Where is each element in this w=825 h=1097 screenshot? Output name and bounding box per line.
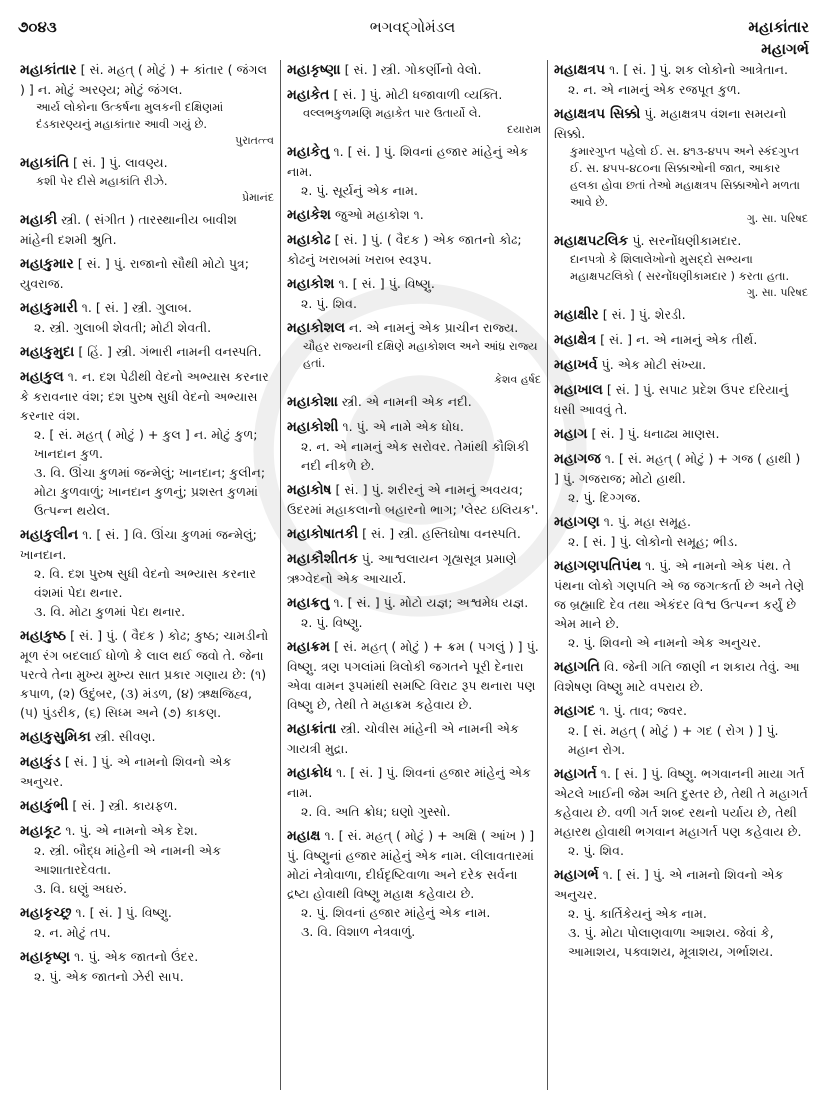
headword: મહાગણ [554, 514, 600, 530]
definition-sense: ૨. [ સં. ] પું. લોકોનો સમૂહ; ભીડ. [568, 534, 738, 549]
dictionary-entry [287, 763, 541, 821]
headword: મહાક્ષેત્ર [554, 332, 597, 348]
headword: મહાકુલીન [20, 527, 79, 543]
headword: મહાક્રમ [287, 639, 331, 655]
dictionary-entry [554, 355, 808, 375]
headword: મહાકુમારી [20, 300, 78, 316]
dictionary-entry [20, 727, 274, 747]
headword: મહાગણપતિપંથ [554, 558, 642, 574]
definition-sense: ૧. ન. દશ પેઢીથી વેદનો અભ્યાસ કરનાર કે કરાવનાર વંશ; દશ પુરુષ સુધી વેદનો અભ્યાસ કરનાર વંશ. [20, 369, 269, 423]
dictionary-columns [14, 60, 814, 1090]
definition-sense: ૨. સ્ત્રી. બૌદ્ધ માંહેની એ નામની એક આશાતારદેવતા. [34, 843, 222, 877]
definition-sense: [ સં. ] સ્ત્રી. કાયફળ. [72, 798, 178, 813]
definition-sense: પું. આશ્વલાયન ગૃહ્યસૂત્ર પ્રમાણે ઋગ્વેદનો એક આચાર્ય. [287, 551, 517, 586]
headword: મહાકૂટ [20, 823, 62, 839]
dictionary-entry [20, 153, 274, 205]
dictionary-entry [20, 254, 274, 293]
definition-sense: ૨. પું. શિવનો એ નામનો એક અનુચર. [568, 635, 762, 650]
headword: મહાક્રાંતા [287, 721, 337, 737]
book-title: ભગવદ્ગોમંડલ [369, 18, 456, 36]
dictionary-entry [554, 701, 808, 759]
dictionary-entry [554, 231, 808, 300]
quote-source: ગુ. સા. પરિષદ [746, 212, 808, 225]
definition-sense: ૩. વિ. મોટા કુળમાં પેદા થનાર. [34, 604, 186, 619]
dictionary-entry [554, 556, 808, 652]
definition-sense: ૨. [ સં. મહત્ ( મોટું ) + કુલ ] ન. મોટું કુળ; ખાનદાન કુળ. [34, 427, 258, 461]
headword: મહાકોષાતકી [287, 526, 359, 542]
quote-source: પુરાતત્ત્વ [235, 134, 274, 147]
definition-sense: ૩. વિ. ઘણું અઘરું. [34, 881, 128, 896]
definition-sense: ન. એ નામનું એક પ્રાચીન રાજ્ય. [349, 320, 519, 335]
headword: મહાકોશલ [287, 320, 346, 336]
definition-sense: પું. એક મોટી સંખ્યા. [601, 357, 707, 372]
definition-sense: ૧. [ સં. ] પું. શિવનાં હજાર માંહેનું એક નામ. [287, 144, 529, 179]
definition-sense: [ સં. ] સ્ત્રી. ગોકર્ણીનો વેલો. [344, 62, 482, 77]
definition-sense: ૨. ન. મોટું તપ. [34, 925, 111, 940]
definition-sense: સ્ત્રી. એ નામની એક નદી. [341, 394, 472, 409]
dictionary-entry [554, 380, 808, 419]
definition-sense: [ સં. ] પું. શેરડી. [602, 307, 686, 322]
definition-sense: ૧. [ સં. ] પું. વિષ્ણુ. [338, 276, 435, 291]
headword: મહાગજ [554, 451, 601, 467]
headword: મહાકેત [287, 87, 330, 103]
headword: મહાકોશી [287, 419, 339, 435]
headword: મહાખર્વ [554, 357, 598, 373]
headword: મહાકુલ [20, 369, 64, 385]
definition-sense: [ સં. ] પું. લાવણ્ય. [73, 155, 168, 170]
headword: મહાકુસુમિકા [20, 729, 91, 745]
definition-sense: ૩. વિ. વિશાળ નેત્રવાળું. [301, 924, 416, 939]
definition-sense: ૧. [ સં. ] પું. વિષ્ણુ. [75, 905, 172, 920]
headword: મહાક્રતુ [287, 595, 330, 611]
definition-sense: ૨. પું. કાર્તિકેયનું એક નામ. [568, 906, 707, 921]
definition-sense: સ્ત્રી. ચોવીસ માંહેની એ નામની એક ગાયત્રી મુદ્રા. [287, 721, 519, 756]
definition-sense: સ્ત્રી. ( સંગીત ) તારસ્થાનીય બાવીશ માંહેની દશમી શ્રુતિ. [20, 212, 237, 247]
headword: મહાગ [554, 426, 588, 442]
definition-sense: [ સં. ] પું. મોટી ધજાવાળી વ્યક્તિ. [333, 87, 503, 102]
definition-sense: પું. સરનોંધણીકામદાર. [632, 233, 742, 248]
dictionary-entry [287, 60, 541, 80]
dictionary-entry [20, 821, 274, 898]
definition-sense: ૨. સ્ત્રી. ગુલાબી શેવતી; મોટી શેવતી. [34, 320, 212, 335]
definition-sense: ૨. વિ. અતિ ક્રોધ; ઘણો ગુસ્સો. [301, 804, 451, 819]
dictionary-entry [554, 764, 808, 860]
headword: મહાકોષ [287, 482, 332, 498]
dictionary-entry [20, 752, 274, 791]
definition-sense: ૩. વિ. ઊંચા કુળમાં જન્મેલું; ખાનદાન; કુલીન; મોટા કુળવાળું; ખાનદાન કુળનું; પ્રશસ્ત કુળમાં ઉત્પન્ન થયેલ. [34, 465, 266, 518]
definition-sense: ૨. પું. શિવનાં હજાર માંહેનું એક નામ. [301, 905, 491, 920]
definition-sense: ૧. પું. તાવ; જ્વર. [599, 703, 687, 718]
dictionary-entry [20, 342, 274, 362]
headword: મહાકોઢ [287, 232, 331, 248]
definition-sense: ૨. [ સં. મહત્ ( મોટું ) + ગદ ( રોગ ) ] પું. મહાન રોગ. [568, 723, 779, 757]
definition-sense: ૧. પું. એ નામનો એક દેશ. [65, 823, 198, 838]
dictionary-entry [287, 524, 541, 544]
dictionary-entry [20, 947, 274, 986]
definition-sense: વિ. જેની ગતિ જાણી ન શકાય તેવું. આ વિશેષણ વિષ્ણુ માટે વપરાય છે. [554, 659, 800, 694]
definition-sense: સ્ત્રી. સીવણ. [94, 729, 156, 744]
definition-sense: જુઓ મહાકોશ ૧. [334, 207, 424, 222]
dictionary-entry [287, 85, 541, 137]
usage-quote: કશી પેર દીસે મહાકાંતિ રીઝે. [36, 174, 168, 188]
definition-sense: [ સં. ] પું. સપાટ પ્રદેશ ઉપર દરિયાનું ધસી આવવું તે. [554, 382, 789, 417]
usage-quote: કુમારગુપ્ત પહેલો ઈ. સ. ૪૧૩-૪૫૫ અને સ્કંદગુપ્ત ઈ. સ. ૪૫૫-૪૮૦ના સિક્કાઓની જાત, આકાર હલકા હોવા છતાં તેઓ મહાક્ષત્રપ સિક્કાઓને મળતા આવે છે. [570, 144, 800, 209]
headword: મહાકાંતિ [20, 155, 70, 171]
dictionary-entry [554, 449, 808, 507]
guide-words [748, 16, 809, 60]
headword: મહાગદ [554, 703, 596, 719]
definition-sense: ૧. પું. મહા સમૂહ. [603, 514, 692, 529]
dictionary-entry [287, 318, 541, 387]
dictionary-entry [554, 330, 808, 350]
column-1 [14, 60, 280, 1090]
dictionary-entry [554, 305, 808, 325]
dictionary-entry [20, 367, 274, 520]
headword: મહાકી [20, 212, 58, 228]
guide-word-last: મહાગર્ભ [761, 40, 809, 58]
usage-quote: દાનપત્રો કે શિલાલેખોનો મુસદ્દો સભ્યના મહાક્ષપટલિકો ( સરનોંધણીકામદાર ) કરતા હતા. [570, 252, 790, 283]
definition-sense: [ સં. ] પું. ધનાઢ્ય માણસ. [591, 426, 720, 441]
definition-sense: ૧. [ સં. ] પું. એ નામનો શિવનો એક અનુચર. [554, 867, 784, 902]
dictionary-entry [20, 298, 274, 337]
definition-sense: ૧. [ સં. ] પું. શક લોકોનો આત્રેતાન. [609, 62, 788, 77]
headword: મહાકુમુદા [20, 344, 75, 360]
definition-sense: [ સં. ] પું. શરીરનું એ નામનું અવયવ; ઉદરમાં મહાકલાનો બહારનો ભાગ; 'લેસ્ટ ઇલિયક'. [287, 482, 539, 517]
headword: મહાકાંતાર [20, 62, 77, 78]
dictionary-entry [20, 903, 274, 942]
headword: મહાકૃચ્છ્ર [20, 905, 72, 921]
definition-sense: [ સં. ] પું. એ નામનો શિવનો એક અનુચર. [20, 754, 232, 789]
headword: મહાકૌશીતક [287, 551, 358, 567]
headword: મહાક્ષપટલિક [554, 233, 629, 249]
definition-sense: ૨. પું. વિષ્ણુ. [301, 615, 363, 630]
definition-sense: ૨. પું. દિગ્ગજ. [568, 490, 641, 505]
dictionary-entry [287, 392, 541, 412]
quote-source: ગુ. સા. પરિષદ [746, 286, 808, 299]
definition-sense: ૧. [ સં. ] પું. મોટો યજ્ઞ; અશ્વમેધ યજ્ઞ. [333, 595, 529, 610]
headword: મહાકોશ [287, 276, 335, 292]
definition-sense: ૧. [ સં. મહત્ ( મોટું ) + ગજ ( હાથી ) ] પું. ગજરાજ; મોટો હાથી. [554, 451, 801, 486]
dictionary-entry [554, 865, 808, 961]
headword: મહાકૃષ્ણા [287, 62, 341, 78]
definition-sense: ૧. [ સં. મહત્ ( મોટું ) + અક્ષિ ( આંખ ) ] પું. વિષ્ણુનાં હજાર માંહેનું એક નામ. લીલાવતારમાં મોટાં નેત્રોવાળા, દીર્ઘદૃષ્ટિવાળા અને દરેક સર્વના દ્રષ્ટા હોવાથી વિષ્ણુ મહાક્ષ કહેવાય છે. [287, 828, 535, 901]
dictionary-entry [287, 719, 541, 758]
definition-sense: ૨. પું. એક જાતનો ઝેરી સાપ. [34, 969, 184, 984]
dictionary-entry [287, 274, 541, 313]
definition-sense: ૧. પું. એ નામનો એક પંથ. તે પંથના લોકો ગણપતિ એ જ જગત્કર્તા છે અને તેણે જ બ્રહ્માદિ દેવ તથા એકંદર વિશ્વ ઉત્પન્ન કર્યું છે એમ માને છે. [554, 558, 805, 631]
dictionary-entry [554, 657, 808, 696]
headword: મહાક્ષ [287, 828, 321, 844]
dictionary-entry [554, 512, 808, 551]
definition-sense: [ સં. ] પું. ( વૈદક ) એક જાતનો કોઢ; કોઢનું ખરાબમાં ખરાબ સ્વરૂપ. [287, 232, 522, 267]
dictionary-entry [287, 417, 541, 475]
dictionary-entry [20, 210, 274, 249]
definition-sense: [ સં. ] પું. ( વૈદક ) કોઢ; કુષ્ઠ; ચામડીનો મૂળ રંગ બદલાઈ ધોળો કે લાલ થઈ જવો તે. જેના પરત્વે તેના મુખ્ય મુખ્ય સાત પ્રકાર ગણાય છે: (૧) કપાળ, (૨) ઉદુંબર, (૩) મંડળ, (૪) ઋક્ષજિહ્વ, (૫) પુંડરીક, (૬) સિધ્મ અને (૭) કાકણ. [20, 628, 269, 720]
dictionary-entry [20, 525, 274, 621]
definition-sense: [ હિં. ] સ્ત્રી. ગંભારી નામની વનસ્પતિ. [78, 344, 262, 359]
quote-source: પ્રેમાનંદ [242, 191, 274, 204]
headword: મહાક્ષત્રપ સિક્કો [554, 106, 641, 122]
dictionary-entry [287, 142, 541, 200]
dictionary-entry [20, 796, 274, 816]
definition-sense: ૨. પું. શિવ. [301, 296, 357, 311]
headword: મહાકૃષ્ણ [20, 949, 71, 965]
usage-quote: વલ્લભકુળમણિ મહાકેત પાર ઉતાર્યો લે. [303, 106, 482, 120]
usage-quote: ચૌહર રાજ્યની દક્ષિણે મહાકોશલ અને આંધ્ર રાજ્ય હતાં. [303, 339, 538, 370]
definition-sense: ૨. ન. એ નામનું એક રજપૂત કુળ. [568, 82, 741, 97]
definition-sense: [ સં. ] પું. રાજાનો સૌથી મોટો પુત્ર; યુવરાજ. [20, 256, 250, 291]
definition-sense: [ સં. મહત્ ( મોટું ) + કાંતાર ( જંગલ ) ] ન. મોટું અરણ્ય; મોટું જંગલ. [20, 62, 268, 97]
headword: મહાકુષ્ઠ [20, 628, 67, 644]
definition-sense: ૧. [ સં. ] પું. વિષ્ણુ. ભગવાનની માયા ગર્ત એટલે ખાઈની જેમ અતિ દુસ્તર છે, તેથી તે મહાગર્ત કહેવાય છે. વળી ગર્ત શબ્દ રથનો પર્યાય છે, તેથી મહારથ હોવાથી ભગવાન મહાગર્ત પણ કહેવાય છે. [554, 766, 808, 839]
definition-sense: ૨. પું. સૂર્યનું એક નામ. [301, 183, 419, 198]
dictionary-entry [554, 424, 808, 444]
dictionary-entry [287, 230, 541, 269]
headword: મહાકુમાર [20, 256, 74, 272]
dictionary-entry [287, 205, 541, 225]
usage-quote: આર્ય લોકોના ઉત્કર્ષના મુલકની દક્ષિણમાં દંડકારણ્યનું મહાકાંતાર આવી ગયું છે. [36, 100, 224, 131]
definition-sense: ૧. [ સં. ] પું. શિવનાં હજાર માંહેનું એક નામ. [287, 765, 531, 800]
headword: મહાગર્ત [554, 766, 597, 782]
headword: મહાકુંભી [20, 798, 69, 814]
definition-sense: ૧. પું. એ નામે એક ધોધ. [342, 419, 464, 434]
definition-sense: પું. મહાક્ષત્રપ વંશના સમયનો સિક્કો. [554, 106, 787, 141]
headword: મહાખાલ [554, 382, 603, 398]
definition-sense: ૨. વિ. દશ પુરુષ સુધી વેદનો અભ્યાસ કરનાર વંશમાં પેદા થનાર. [34, 566, 257, 600]
dictionary-entry [287, 549, 541, 588]
definition-sense: [ સં. ] સ્ત્રી. હસ્તિઘોષા વનસ્પતિ. [362, 526, 521, 541]
definition-sense: [ સં. મહત્ ( મોટું ) + ક્રમ ( પગલું ) ] પું. વિષ્ણુ. ત્રણ પગલાંમાં ત્રિલોકી જગતને પૂરી દેનારા એવા વામન રૂપમાંથી સમષ્ટિ વિરાટ રૂપ થનારા પણ વિષ્ણુ છે, તેથી તે મહાક્રમ કહેવાય છે. [287, 639, 539, 712]
dictionary-entry [287, 480, 541, 519]
headword: મહાકોશા [287, 394, 338, 410]
definition-sense: ૧. [ સં. ] વિ. ઊંચા કુળમાં જન્મેલું; ખાનદાન. [20, 527, 257, 562]
dictionary-entry [287, 593, 541, 632]
quote-source: દયારામ [506, 123, 541, 136]
dictionary-entry [287, 826, 541, 941]
dictionary-entry [554, 60, 808, 99]
dictionary-entry [20, 626, 274, 722]
column-2 [280, 60, 547, 1090]
definition-sense: ૨. પું. શિવ. [568, 843, 624, 858]
headword: મહાગર્ભ [554, 867, 599, 883]
definition-sense: [ સં. ] ન. એ નામનું એક તીર્થ. [600, 332, 758, 347]
headword: મહાગતિ [554, 659, 600, 675]
headword: મહાક્ષીર [554, 307, 599, 323]
dictionary-entry [287, 637, 541, 714]
headword: મહાકેતુ [287, 144, 330, 160]
headword: મહાક્રોધ [287, 765, 333, 781]
guide-word-first: મહાકાંતાર [748, 18, 809, 36]
column-3 [547, 60, 814, 1090]
definition-sense: ૩. પું. મોટા પોલાણવાળા આશય. જેવાં કે, આમાશય, પક્વાશય, મૂત્રાશય, ગર્ભાશય. [568, 925, 774, 959]
dictionary-entry [554, 104, 808, 226]
definition-sense: ૧. પું. એક જાતનો ઉંદર. [74, 949, 199, 964]
definition-sense: ૨. ન. એ નામનું એક સરોવર. તેમાંથી કૌશિકી નદી નીકળે છે. [301, 439, 529, 473]
definition-sense: ૧. [ સં. ] સ્ત્રી. ગુલાબ. [81, 300, 192, 315]
quote-source: કેશવ હર્ષદ [494, 373, 541, 386]
headword: મહાકેશ [287, 207, 331, 223]
headword: મહાક્ષત્રપ [554, 62, 606, 78]
dictionary-entry [20, 60, 274, 148]
headword: મહાકુંડ [20, 754, 61, 770]
page-number: ૭૦૪૩ [18, 18, 57, 36]
